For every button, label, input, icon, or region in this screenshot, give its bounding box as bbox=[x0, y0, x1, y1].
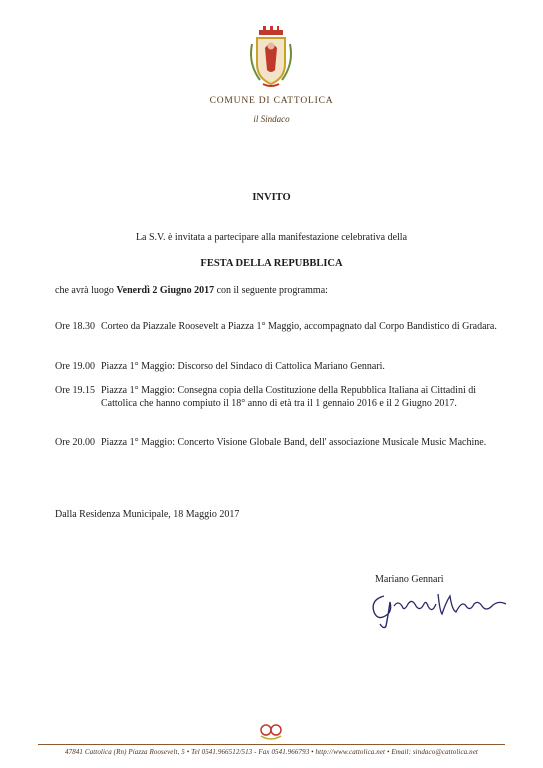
event-title: FESTA DELLA REPUBBLICA bbox=[200, 258, 343, 269]
date-line-suffix: con il seguente programma: bbox=[214, 285, 328, 296]
invitation-heading: INVITO bbox=[252, 192, 291, 203]
date-line-prefix: che avrà luogo bbox=[55, 285, 117, 296]
office-title: il Sindaco bbox=[253, 114, 290, 124]
program-item bbox=[55, 320, 505, 333]
event-date: Venerdì 2 Giugno 2017 bbox=[116, 285, 215, 296]
program-time: Ore 18.30 bbox=[55, 321, 95, 332]
signatory-name: Mariano Gennari bbox=[375, 574, 444, 585]
program-time: Ore 20.00 bbox=[55, 437, 95, 448]
program-item bbox=[55, 384, 505, 410]
program-description: Piazza 1° Maggio: Concerto Visione Globale Band, dell' associazione Musicale Music Machine. bbox=[101, 437, 487, 448]
handwritten-signature bbox=[366, 582, 516, 630]
program-time: Ore 19.00 bbox=[55, 361, 95, 372]
city-crest-icon bbox=[246, 24, 296, 90]
program-description: Corteo da Piazzale Roosevelt a Piazza 1° Maggio, accompagnato dal Corpo Bandistico di Gradara. bbox=[101, 321, 497, 332]
program-description: Piazza 1° Maggio: Discorso del Sindaco di Cattolica Mariano Gennari. bbox=[101, 361, 385, 372]
program-time: Ore 19.15 bbox=[55, 385, 95, 396]
footer-contact: 47841 Cattolica (Rn) Piazza Roosevelt, 5 • Tel 0541.966512/513 - Fax 0541.966793 • http://www.cattolica.net • Email: sindaco@cattolica.net bbox=[65, 748, 478, 756]
city-logo-icon bbox=[257, 722, 285, 746]
closing-place-date: Dalla Residenza Municipale, 18 Maggio 2017 bbox=[55, 509, 240, 520]
program-item bbox=[55, 360, 505, 373]
program-description: Piazza 1° Maggio: Consegna copia della Costituzione della Repubblica Italiana ai Cittadini di Cattolica che hanno compiuto il 18° anno di età tra il 1 gennaio 2016 e il 2 Giugno 2017. bbox=[101, 385, 477, 409]
date-line bbox=[55, 285, 328, 296]
footer-divider bbox=[38, 744, 505, 745]
intro-text: La S.V. è invitata a partecipare alla manifestazione celebrativa della bbox=[135, 232, 408, 243]
program-item bbox=[55, 436, 505, 449]
comune-name: COMUNE DI CATTOLICA bbox=[209, 96, 334, 106]
